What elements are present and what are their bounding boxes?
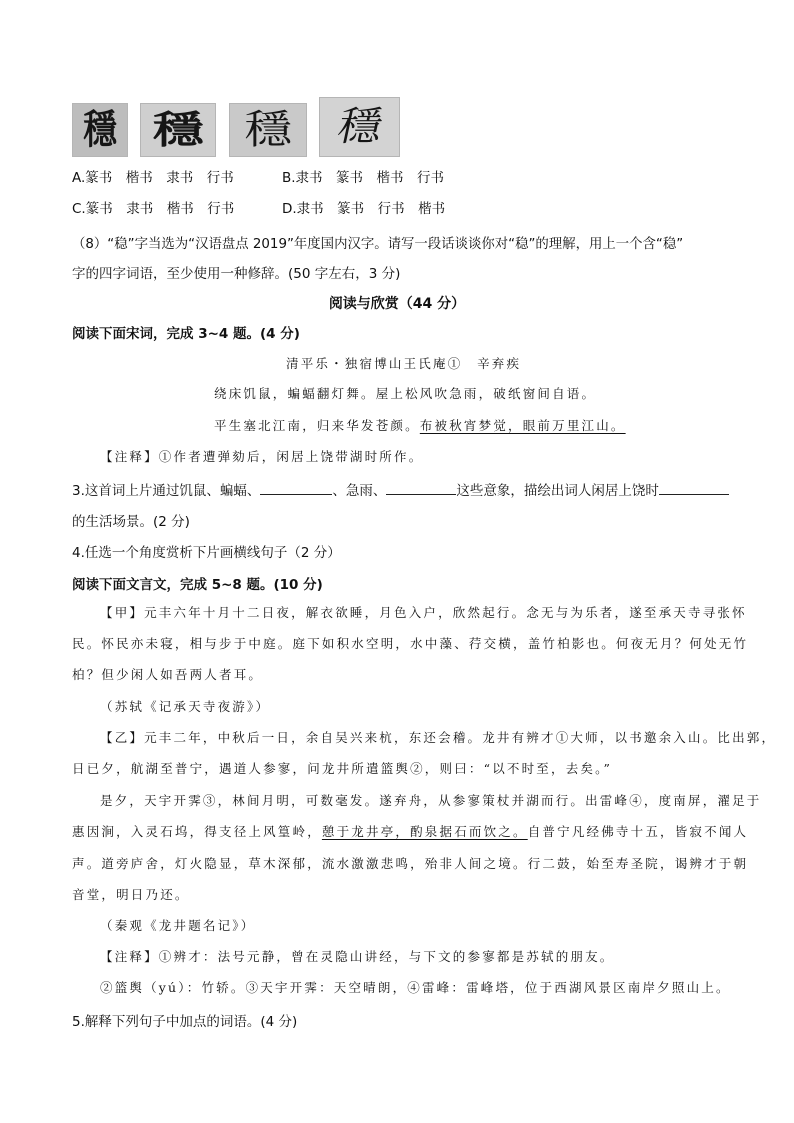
- q3-part1: 3.这首词上片通过饥鼠、蝙蝠、: [72, 483, 261, 499]
- q3-blank-3[interactable]: [659, 482, 729, 495]
- q3-blank-1[interactable]: [260, 482, 332, 495]
- q3-part3: 这些意象，描绘出词人闲居上饶时: [456, 483, 659, 499]
- yi-line1: 【乙】元丰二年，中秋后一日，余自吴兴来杭，东还会稽。龙井有辨才①大师，以书邀余入山。比出郭，: [100, 730, 777, 745]
- clerical-script-image: [140, 103, 216, 157]
- seal-script-image: [72, 103, 128, 157]
- option-c: C.篆书 隶书 楷书 行书: [72, 201, 235, 217]
- q3-line1: [72, 479, 729, 499]
- q3-part2: 、急雨、: [332, 483, 387, 499]
- poem-instruction: 阅读下面宋词，完成 3~4 题。(4 分): [72, 326, 300, 342]
- yi-source: （秦观《龙井题名记》）: [100, 918, 256, 933]
- running-script-image: [319, 97, 400, 157]
- jia-line1: 【甲】元丰六年十月十二日夜，解衣欲睡，月色入户，欣然起行。念无与为乐者，遂至承天寺寻张怀: [100, 605, 747, 620]
- poem-line1: 绕床饥鼠，蝙蝠翻灯舞。屋上松风吹急雨，破纸窗间自语。: [214, 386, 597, 401]
- yi-para2-line2-b: 自普宁凡经佛寺十五，皆寂不闻人: [527, 824, 749, 839]
- poem-note: 【注释】①作者遭弹劾后，闲居上饶带湖时所作。: [100, 449, 424, 464]
- q5: 5.解释下列句子中加点的词语。(4 分): [72, 1014, 298, 1030]
- option-d: D.隶书 篆书 行书 楷书: [282, 201, 446, 217]
- q8-line1: （8）“稳”字当选为“汉语盘点 2019”年度国内汉字。请写一段话谈谈你对“稳”的理解，用上一个含“稳”: [72, 237, 684, 252]
- prose-note1: 【注释】①辨才：法号元静，曾在灵隐山讲经，与下文的参寥都是苏轼的朋友。: [100, 949, 615, 964]
- poem-line2: [214, 416, 626, 434]
- yi-para2-line2-underlined: 憩于龙井亭，酌泉据石而饮之。: [321, 824, 528, 839]
- running-glyph: 穩: [332, 104, 387, 150]
- poem-line2-plain: 平生塞北江南，归来华发苍颜。: [214, 418, 420, 433]
- q4: 4.任选一个角度赏析下片画横线句子（2 分）: [72, 545, 341, 561]
- q8-line2: 字的四字词语，至少使用一种修辞。(50 字左右，3 分): [72, 266, 401, 282]
- yi-para2-line1: 是夕，天宇开霁③，林间月明，可数毫发。遂弃舟，从参寥策杖并湖而行。出雷峰④，度南屏，濯足于: [100, 793, 762, 808]
- yi-para2-line2: [72, 822, 748, 840]
- yi-para2-line3: 声。道旁庐舍，灯火隐显，草木深郁，流水激激悲鸣，殆非人间之境。行二鼓，始至寿圣院，谒辨才于朝: [72, 856, 749, 871]
- jia-line2: 民。怀民亦未寝，相与步于中庭。庭下如积水空明，水中藻、荇交横，盖竹柏影也。何夜无月？何处无竹: [72, 636, 749, 651]
- regular-glyph: 穩: [244, 107, 292, 153]
- q3-line2: 的生活场景。(2 分): [72, 514, 190, 530]
- poem-line2-underlined: 布被秋宵梦觉，眼前万里江山。: [419, 418, 626, 433]
- clerical-glyph: 穩: [152, 107, 204, 152]
- yi-para2-line4: 音堂，明日乃还。: [72, 887, 190, 902]
- prose-note2: ②篮舆（yú）：竹轿。③天宇开霁：天空晴朗，④雷峰：雷峰塔，位于西湖风景区南岸夕照山上。: [100, 980, 731, 995]
- q3-blank-2[interactable]: [386, 482, 456, 495]
- regular-script-image: [229, 103, 307, 157]
- yi-para2-line2-a: 惠因涧，入灵石坞，得支径上风篁岭，: [72, 824, 322, 839]
- option-a: A.篆书 楷书 隶书 行书: [72, 170, 234, 186]
- section-title: 阅读与欣赏（44 分）: [328, 296, 466, 312]
- jia-line3: 柏？但少闲人如吾两人者耳。: [72, 667, 264, 682]
- yi-line2: 日已夕，航湖至普宁，遇道人参寥，问龙井所遣篮舆②，则曰：“以不时至，去矣。”: [72, 761, 613, 776]
- jia-source: （苏轼《记承天寺夜游》）: [100, 699, 271, 714]
- option-b: B.隶书 篆书 楷书 行书: [282, 170, 445, 186]
- poem-title: 清平乐・独宿博山王氏庵① 辛弃疾: [286, 356, 522, 371]
- seal-glyph: 穩: [83, 106, 117, 153]
- prose-instruction: 阅读下面文言文，完成 5~8 题。(10 分): [72, 577, 323, 593]
